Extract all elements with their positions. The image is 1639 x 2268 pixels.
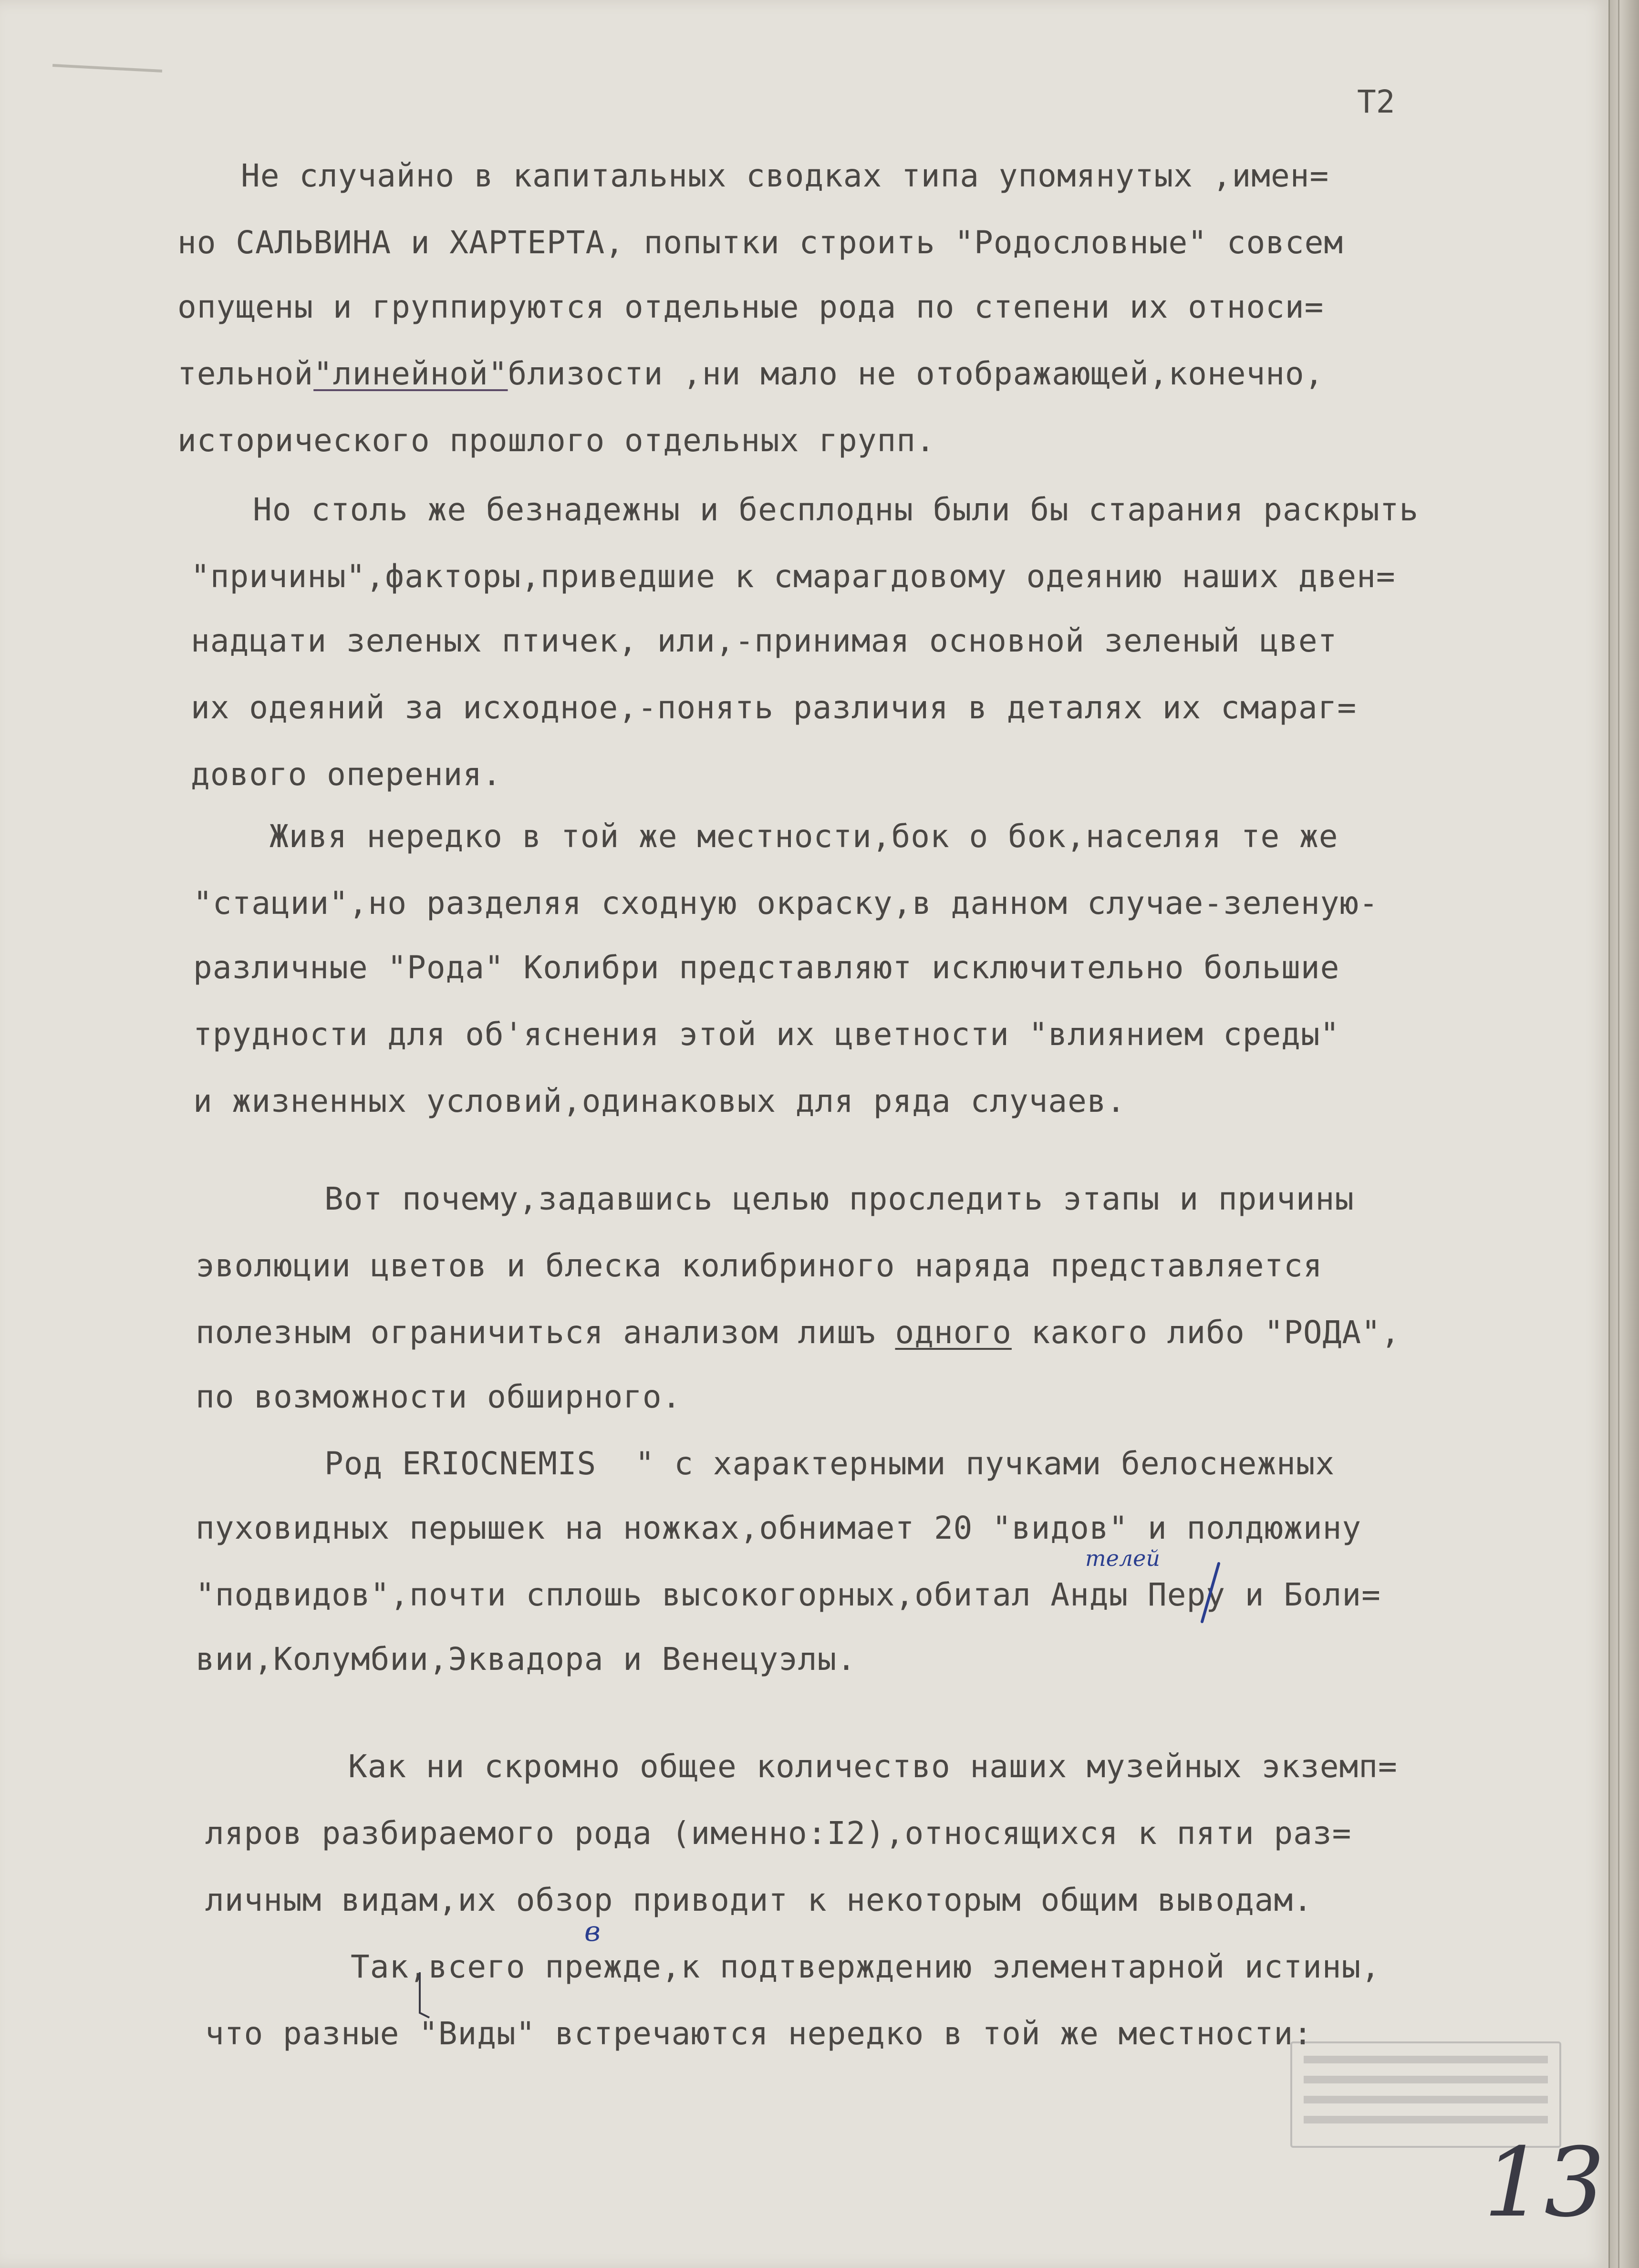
underlined-word: "линейной" [313, 355, 508, 392]
text-line: Род ERIOCNEMIS " с характерными пучками белоснежных [324, 1445, 1335, 1482]
page-edge-line [1608, 0, 1610, 2268]
text-line: "стации",но разделяя сходную окраску,в данном случае-зеленую- [193, 885, 1379, 922]
text-segment: тельной [177, 355, 314, 392]
text-line: что разные "Виды" встречаются нередко в той же местности: [205, 2015, 1313, 2052]
page-number: Т2 [1357, 83, 1395, 120]
text-line [177, 355, 1324, 392]
handwritten-insertion: в [584, 1915, 601, 1947]
text-line: но САЛЬВИНА и ХАРТЕРТА, попытки строить "Родословные" совсем [177, 224, 1344, 261]
text-line: пуховидных перышек на ножках,обнимает 20 "видов" и полдюжину [196, 1510, 1362, 1546]
text-segment: близости ,ни мало не отображающей,конечно, [508, 355, 1324, 392]
text-line: опущены и группируются отдельные рода по степени их относи= [177, 289, 1324, 325]
page-binding-edge [1608, 0, 1639, 2268]
text-line: исторического прошлого отдельных групп. [177, 422, 935, 459]
insertion-mark-icon [405, 1970, 434, 2022]
text-line: эволюции цветов и блеска колибриного наряда представляется [196, 1247, 1323, 1284]
text-line: личным видам,их обзор приводит к некоторым общим выводам. [205, 1882, 1313, 1918]
text-line: "подвидов",почти сплошь высокогорных,обитал Анды Перу и Боли= [196, 1576, 1381, 1613]
text-line: Не случайно в капитальных сводках типа упомянутых ,имен= [241, 157, 1329, 194]
text-line: различные "Рода" Колибри представляют исключительно большие [193, 949, 1340, 986]
text-line: по возможности обширного. [196, 1378, 682, 1415]
text-line: Так,всего прежде,к подтверждению элементарной истины, [351, 1948, 1380, 1985]
text-line: трудности для об'яснения этой их цветности "влиянием среды" [193, 1016, 1340, 1053]
text-line: вии,Колумбии,Эквадора и Венецуэлы. [196, 1641, 857, 1678]
page-edge-line [1618, 0, 1619, 2268]
text-line: Но столь же безнадежны и бесплодны были бы старания раскрыть [253, 491, 1419, 528]
text-line: и жизненных условий,одинаковых для ряда случаев. [193, 1083, 1126, 1119]
folio-number: 13 [1483, 2127, 1605, 2238]
text-line [196, 1314, 1400, 1351]
text-line: дового оперения. [191, 756, 502, 793]
text-line: надцати зеленых птичек, или,-принимая основной зеленый цвет [191, 622, 1338, 659]
text-line: Как ни скромно общее количество наших музейных экземп= [348, 1748, 1398, 1785]
text-line: Вот почему,задавшись целью проследить этапы и причины [324, 1181, 1354, 1217]
text-line: их одеяний за исходное,-понять различия в деталях их смараг= [191, 689, 1357, 726]
handwritten-correction: телей [1085, 1545, 1160, 1571]
text-line: "причины",факторы,приведшие к смарагдовому одеянию наших двен= [191, 558, 1396, 595]
text-line: ляров разбираемого рода (именно:I2),относящихся к пяти раз= [205, 1815, 1352, 1852]
text-segment: полезным ограничиться анализом лишъ [196, 1314, 895, 1351]
text-line: Живя нередко в той же местности,бок о бок,населяя те же [270, 818, 1338, 855]
underlined-word: одного [895, 1314, 1012, 1351]
correction-stroke-icon [1193, 1560, 1231, 1626]
text-segment: какого либо "РОДА", [1011, 1314, 1400, 1351]
